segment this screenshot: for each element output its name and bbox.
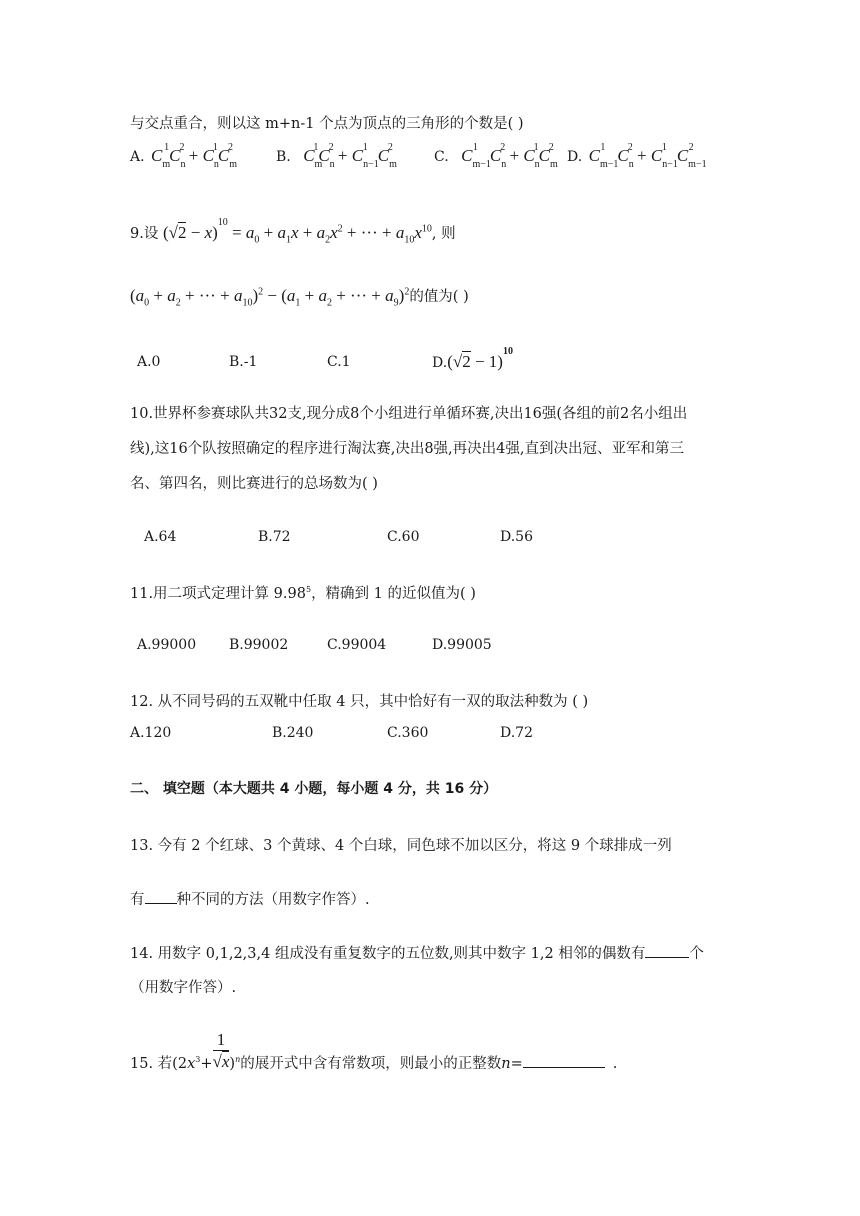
q9-line1: 9.设 $(√2 - x)^{10} = a_0 + a_1x + a_2x^2$ + ··· + $a_{10}x^{10}$, 则 <box>130 217 456 246</box>
q9-formula: $(√2 - x)^{10} = a_0 + a_1x + a_2x^2$ + ··· + $a_{10}x^{10}$ <box>162 217 432 246</box>
q9-line2: ($a_0 + a_2$ + ··· + $a_{10})^2 - (a_1 + a_2$ + ··· + $a_9)^2$的值为( ) <box>130 286 469 309</box>
q10-line3: 名、第四名，则比赛进行的总场数为( ) <box>130 476 378 492</box>
q10-line2: 线),这16个队按照确定的程序进行淘汰赛,决出8强,再决出4强,直到决出冠、亚军和第三 <box>130 441 684 457</box>
q15-answer-blank[interactable] <box>523 1053 605 1068</box>
q10-line1: 10.世界杯参赛球队共32支,现分成8个小组进行单循环赛,决出16强(各组的前2名小组出 <box>130 406 688 422</box>
q10-option-b[interactable]: B.72 <box>258 529 291 545</box>
q9-expression: ($a_0 + a_2$ + ··· + $a_{10})^2 - (a_1 + a_2$ + ··· + $a_9)^2$ <box>130 286 410 309</box>
q15-fraction: $\frac{1}{√x}$ <box>212 1030 230 1071</box>
q13-line1: 13. 今有 2 个红球、3 个黄球、4 个白球，同色球不加以区分，将这 9 个球排成一列 <box>130 838 672 854</box>
q14-line1: 14. 用数字 0,1,2,3,4 组成没有重复数字的五位数,则其中数字 1,2 相邻的偶数有 个 <box>130 942 704 963</box>
q15-line: 15. 若($2x^3+$ $\frac{1}{√x}$ )$^n$的展开式中含有常数项，则最小的正整数n= . <box>130 1030 618 1072</box>
q13-line2: 有 种不同的方法（用数字作答）. <box>130 888 370 909</box>
q8-option-b[interactable]: B. $C_m^1C_n^2 + C_{n-1}^1$ $C_m^2$ <box>276 142 397 171</box>
q11-option-d[interactable]: D.99005 <box>432 637 492 653</box>
q8-tail: 与交点重合，则以这 m+n-1 个点为顶点的三角形的个数是( ) <box>130 116 524 132</box>
q10-option-d[interactable]: D.56 <box>500 529 533 545</box>
option-label: C. <box>434 149 449 165</box>
q10-option-a[interactable]: A.64 <box>144 529 177 545</box>
q11-option-b[interactable]: B.99002 <box>229 637 289 653</box>
q11-line: 11.用二项式定理计算 9.98$^5$，精确到 1 的近似值为( ) <box>130 585 476 602</box>
q9-option-b[interactable]: B.-1 <box>229 354 258 370</box>
q9-option-d[interactable]: $D.(√2 - 1)^{10}$ <box>432 346 513 371</box>
q12-option-d[interactable]: D.72 <box>500 725 533 741</box>
q15-formula: ($2x^3+$ <box>172 1054 213 1072</box>
q11-option-a[interactable]: A.99000 <box>137 637 197 653</box>
q10-option-c[interactable]: C.60 <box>387 529 420 545</box>
q11-option-c[interactable]: C.99004 <box>327 637 387 653</box>
option-label: D. <box>567 149 583 165</box>
option-label: A. <box>130 149 145 165</box>
section-heading-fill-in: 二、 填空题（本大题共 4 小题，每小题 4 分，共 16 分） <box>130 781 498 797</box>
q8-option-d[interactable]: D. $C_{m-1}^1$ $C_n^2 + C_{n-1}^1$ $C_{m-1}^2$ <box>567 142 707 171</box>
q8-option-a[interactable]: A. $C_m^1C_n^2 + C_n^1C_m^2$ <box>130 142 238 171</box>
q14-answer-blank[interactable] <box>645 943 689 958</box>
q13-answer-blank[interactable] <box>145 889 177 904</box>
q12-option-a[interactable]: A.120 <box>130 725 172 741</box>
q14-line2: （用数字作答）. <box>130 980 237 996</box>
option-label: B. <box>276 149 291 165</box>
q12-option-b[interactable]: B.240 <box>272 725 314 741</box>
q12-option-c[interactable]: C.360 <box>387 725 429 741</box>
q9-option-a[interactable]: A.0 <box>137 354 161 370</box>
q12-line: 12. 从不同号码的五双靴中任取 4 只，其中恰好有一双的取法种数为 ( ) <box>130 694 589 710</box>
q9-option-c[interactable]: C.1 <box>327 354 351 370</box>
q8-option-c[interactable]: C. $C_{m-1}^1$ $C_n^2 + C_n^1C_m^2$ <box>434 142 558 171</box>
